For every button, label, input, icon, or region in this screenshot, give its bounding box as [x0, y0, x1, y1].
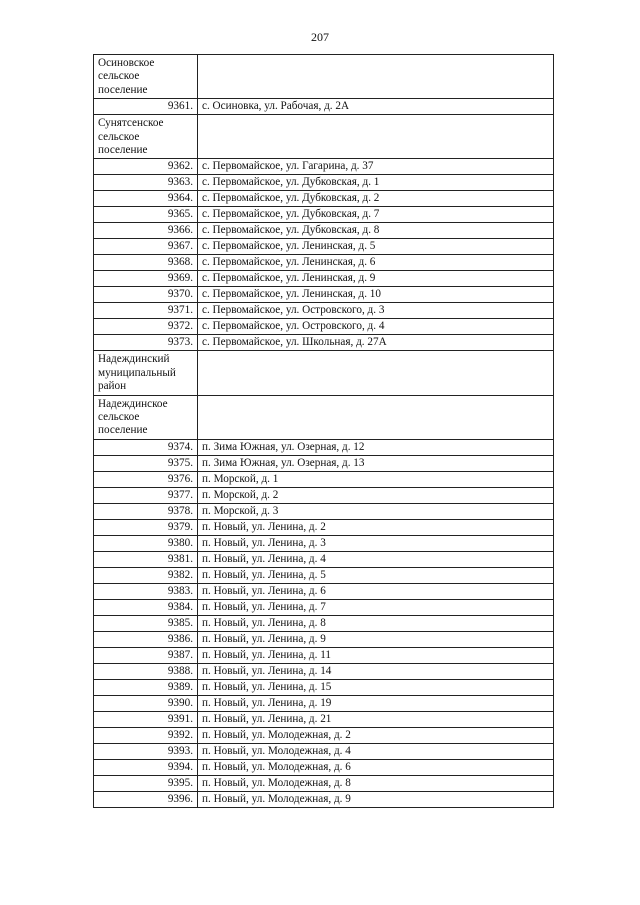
table-row [94, 663, 554, 679]
entry-address: с. Первомайское, ул. Ленинская, д. 9 [198, 271, 554, 287]
entry-number: 9380. [94, 535, 198, 551]
entry-address: п. Морской, д. 3 [198, 503, 554, 519]
table-row [94, 711, 554, 727]
section-label-line: Осиновское [98, 57, 155, 69]
entry-number: 9378. [94, 503, 198, 519]
entry-number: 9366. [94, 223, 198, 239]
entry-address: п. Новый, ул. Молодежная, д. 2 [198, 727, 554, 743]
entry-address: п. Новый, ул. Ленина, д. 11 [198, 647, 554, 663]
table-row [94, 303, 554, 319]
entry-address: с. Первомайское, ул. Дубковская, д. 8 [198, 223, 554, 239]
address-table [93, 54, 554, 808]
table-row [94, 567, 554, 583]
entry-number: 9381. [94, 551, 198, 567]
entry-address: п. Новый, ул. Ленина, д. 14 [198, 663, 554, 679]
table-row [94, 319, 554, 335]
section-header-row [94, 351, 554, 395]
page-number: 207 [311, 30, 329, 44]
table-row [94, 503, 554, 519]
entry-number: 9389. [94, 679, 198, 695]
entry-number: 9367. [94, 239, 198, 255]
entry-number: 9372. [94, 319, 198, 335]
table-row [94, 175, 554, 191]
entry-number: 9379. [94, 519, 198, 535]
entry-number: 9393. [94, 743, 198, 759]
entry-address: п. Морской, д. 2 [198, 487, 554, 503]
table-row [94, 159, 554, 175]
entry-number: 9376. [94, 471, 198, 487]
entry-address: п. Новый, ул. Молодежная, д. 9 [198, 791, 554, 807]
entry-number: 9383. [94, 583, 198, 599]
table-row [94, 439, 554, 455]
entry-address: п. Зима Южная, ул. Озерная, д. 12 [198, 439, 554, 455]
table-row [94, 223, 554, 239]
entry-address: п. Новый, ул. Ленина, д. 4 [198, 551, 554, 567]
section-label-line: поселение [98, 424, 148, 437]
table-row [94, 99, 554, 115]
section-label [94, 395, 198, 439]
empty-cell [198, 351, 554, 395]
section-label-line: Надеждинский [98, 353, 170, 366]
entry-number: 9361. [94, 99, 198, 115]
entry-number: 9396. [94, 791, 198, 807]
entry-number: 9384. [94, 599, 198, 615]
table-row [94, 519, 554, 535]
section-label [94, 115, 198, 159]
table-row [94, 455, 554, 471]
entry-address: п. Новый, ул. Ленина, д. 19 [198, 695, 554, 711]
entry-number: 9387. [94, 647, 198, 663]
section-label-line: сельское [98, 411, 140, 424]
entry-number: 9370. [94, 287, 198, 303]
table-row [94, 743, 554, 759]
entry-address: с. Первомайское, ул. Гагарина, д. 37 [198, 159, 554, 175]
entry-number: 9362. [94, 159, 198, 175]
entry-number: 9371. [94, 303, 198, 319]
entry-address: с. Первомайское, ул. Дубковская, д. 7 [198, 207, 554, 223]
entry-address: п. Новый, ул. Ленина, д. 5 [198, 567, 554, 583]
table-row [94, 191, 554, 207]
entry-address: п. Новый, ул. Молодежная, д. 8 [198, 775, 554, 791]
entry-address: п. Новый, ул. Ленина, д. 7 [198, 599, 554, 615]
empty-cell [198, 55, 554, 99]
entry-number: 9390. [94, 695, 198, 711]
section-header-row [94, 395, 554, 439]
entry-number: 9368. [94, 255, 198, 271]
section-header-row [94, 115, 554, 159]
entry-number: 9363. [94, 175, 198, 191]
table-row [94, 727, 554, 743]
entry-number: 9391. [94, 711, 198, 727]
entry-number: 9377. [94, 487, 198, 503]
table-row [94, 775, 554, 791]
table-row [94, 239, 554, 255]
section-label-line: поселение [98, 83, 148, 96]
entry-number: 9386. [94, 631, 198, 647]
table-row [94, 335, 554, 351]
empty-cell [198, 395, 554, 439]
entry-address: п. Новый, ул. Ленина, д. 3 [198, 535, 554, 551]
table-row [94, 207, 554, 223]
table-row [94, 487, 554, 503]
section-header-row [94, 55, 554, 99]
empty-cell [198, 115, 554, 159]
section-label-line: поселение [98, 144, 148, 157]
entry-address: с. Первомайское, ул. Островского, д. 4 [198, 319, 554, 335]
section-label-line: муниципальный [98, 366, 176, 379]
entry-address: п. Новый, ул. Ленина, д. 15 [198, 679, 554, 695]
entry-number: 9385. [94, 615, 198, 631]
section-label-line: сельское [98, 70, 140, 83]
entry-address: с. Первомайское, ул. Ленинская, д. 6 [198, 255, 554, 271]
entry-address: п. Морской, д. 1 [198, 471, 554, 487]
entry-number: 9382. [94, 567, 198, 583]
section-label-line: Сунятсенское [98, 117, 164, 130]
table-row [94, 759, 554, 775]
table-row [94, 535, 554, 551]
entry-address: п. Зима Южная, ул. Озерная, д. 13 [198, 455, 554, 471]
entry-address: с. Первомайское, ул. Ленинская, д. 5 [198, 239, 554, 255]
table-row [94, 471, 554, 487]
section-label-line: сельское [98, 130, 140, 143]
section-label-line: Надеждинское [98, 397, 168, 410]
entry-address: п. Новый, ул. Молодежная, д. 6 [198, 759, 554, 775]
entry-address: п. Новый, ул. Молодежная, д. 4 [198, 743, 554, 759]
entry-number: 9392. [94, 727, 198, 743]
table-row [94, 647, 554, 663]
section-label-line: район [98, 380, 127, 393]
section-label [94, 55, 198, 99]
entry-number: 9388. [94, 663, 198, 679]
entry-number: 9375. [94, 455, 198, 471]
table-row [94, 791, 554, 807]
table-row [94, 631, 554, 647]
entry-number: 9395. [94, 775, 198, 791]
entry-address: с. Первомайское, ул. Ленинская, д. 10 [198, 287, 554, 303]
entry-address: с. Первомайское, ул. Школьная, д. 27А [198, 335, 554, 351]
entry-number: 9365. [94, 207, 198, 223]
address-table-body [94, 55, 554, 808]
entry-number: 9369. [94, 271, 198, 287]
table-row [94, 551, 554, 567]
entry-address: с. Первомайское, ул. Островского, д. 3 [198, 303, 554, 319]
entry-number: 9374. [94, 439, 198, 455]
entry-address: п. Новый, ул. Ленина, д. 2 [198, 519, 554, 535]
table-row [94, 615, 554, 631]
table-row [94, 599, 554, 615]
table-row [94, 583, 554, 599]
entry-address: п. Новый, ул. Ленина, д. 8 [198, 615, 554, 631]
entry-address: с. Первомайское, ул. Дубковская, д. 2 [198, 191, 554, 207]
entry-address: п. Новый, ул. Ленина, д. 6 [198, 583, 554, 599]
entry-address: с. Осиновка, ул. Рабочая, д. 2А [198, 99, 554, 115]
table-row [94, 255, 554, 271]
section-label [94, 351, 198, 395]
table-row [94, 695, 554, 711]
entry-number: 9394. [94, 759, 198, 775]
table-row [94, 287, 554, 303]
entry-number: 9373. [94, 335, 198, 351]
table-row [94, 271, 554, 287]
entry-address: п. Новый, ул. Ленина, д. 21 [198, 711, 554, 727]
table-row [94, 679, 554, 695]
entry-address: с. Первомайское, ул. Дубковская, д. 1 [198, 175, 554, 191]
entry-number: 9364. [94, 191, 198, 207]
entry-address: п. Новый, ул. Ленина, д. 9 [198, 631, 554, 647]
